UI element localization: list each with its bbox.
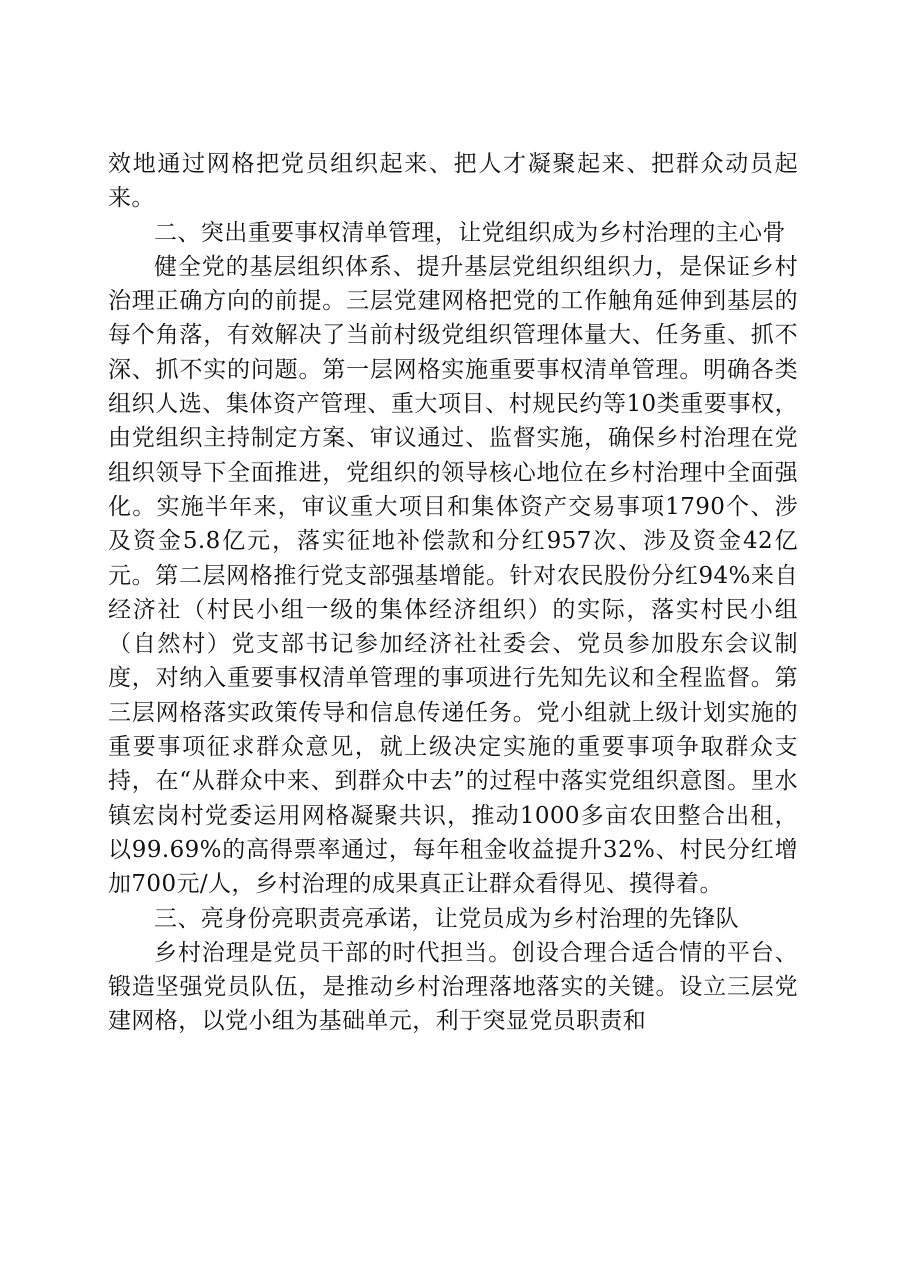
paragraph-body-3: 乡村治理是党员干部的时代担当。创设合理合适合情的平台、锻造坚强党员队伍，是推动乡村治理落地落实的关键。设立三层党建网格，以党小组为基础单元，利于突显党员职责和	[108, 939, 798, 1035]
document-body	[108, 147, 798, 1039]
paragraph-body-2: 健全党的基层组织体系、提升基层党组织组织力，是保证乡村治理正确方向的前提。三层党建网格把党的工作触角延伸到基层的每个角落，有效解决了当前村级党组织管理体量大、任务重、抓不深、抓不实的问题。第一层网格实施重要事权清单管理。明确各类组织人选、集体资产管理、重大项目、村规民约等10类重要事权，由党组织主持制定方案、审议通过、监督实施，确保乡村治理在党组织领导下全面推进，党组织的领导核心地位在乡村治理中全面强化。实施半年来，审议重大项目和集体资产交易事项1790个、涉及资金5.8亿元，落实征地补偿款和分红957次、涉及资金42亿元。第二层网格推行党支部强基增能。针对农民股份分红94%来自经济社（村民小组一级的集体经济组织）的实际，落实村民小组（自然村）党支部书记参加经济社社委会、党员参加股东会议制度，对纳入重要事权清单管理的事项进行先知先议和全程监督。第三层网格落实政策传导和信息传递任务。党小组就上级计划实施的重要事项征求群众意见，就上级决定实施的重要事项争取群众支持，在“从群众中来、到群众中去”的过程中落实党组织意图。里水镇宏岗村党委运用网格凝聚共识，推动1000多亩农田整合出租，以99.69%的高得票率通过，每年租金收益提升32%、村民分红增加700元/人，乡村治理的成果真正让群众看得见、摸得着。	[108, 253, 798, 898]
paragraph-continuation: 效地通过网格把党员组织起来、把人才凝聚起来、把群众动员起来。	[108, 151, 798, 212]
section-heading-3: 三、亮身份亮职责亮承诺，让党员成为乡村治理的先锋队	[154, 905, 739, 932]
section-heading-2: 二、突出重要事权清单管理，让党组织成为乡村治理的主心骨	[154, 219, 786, 246]
